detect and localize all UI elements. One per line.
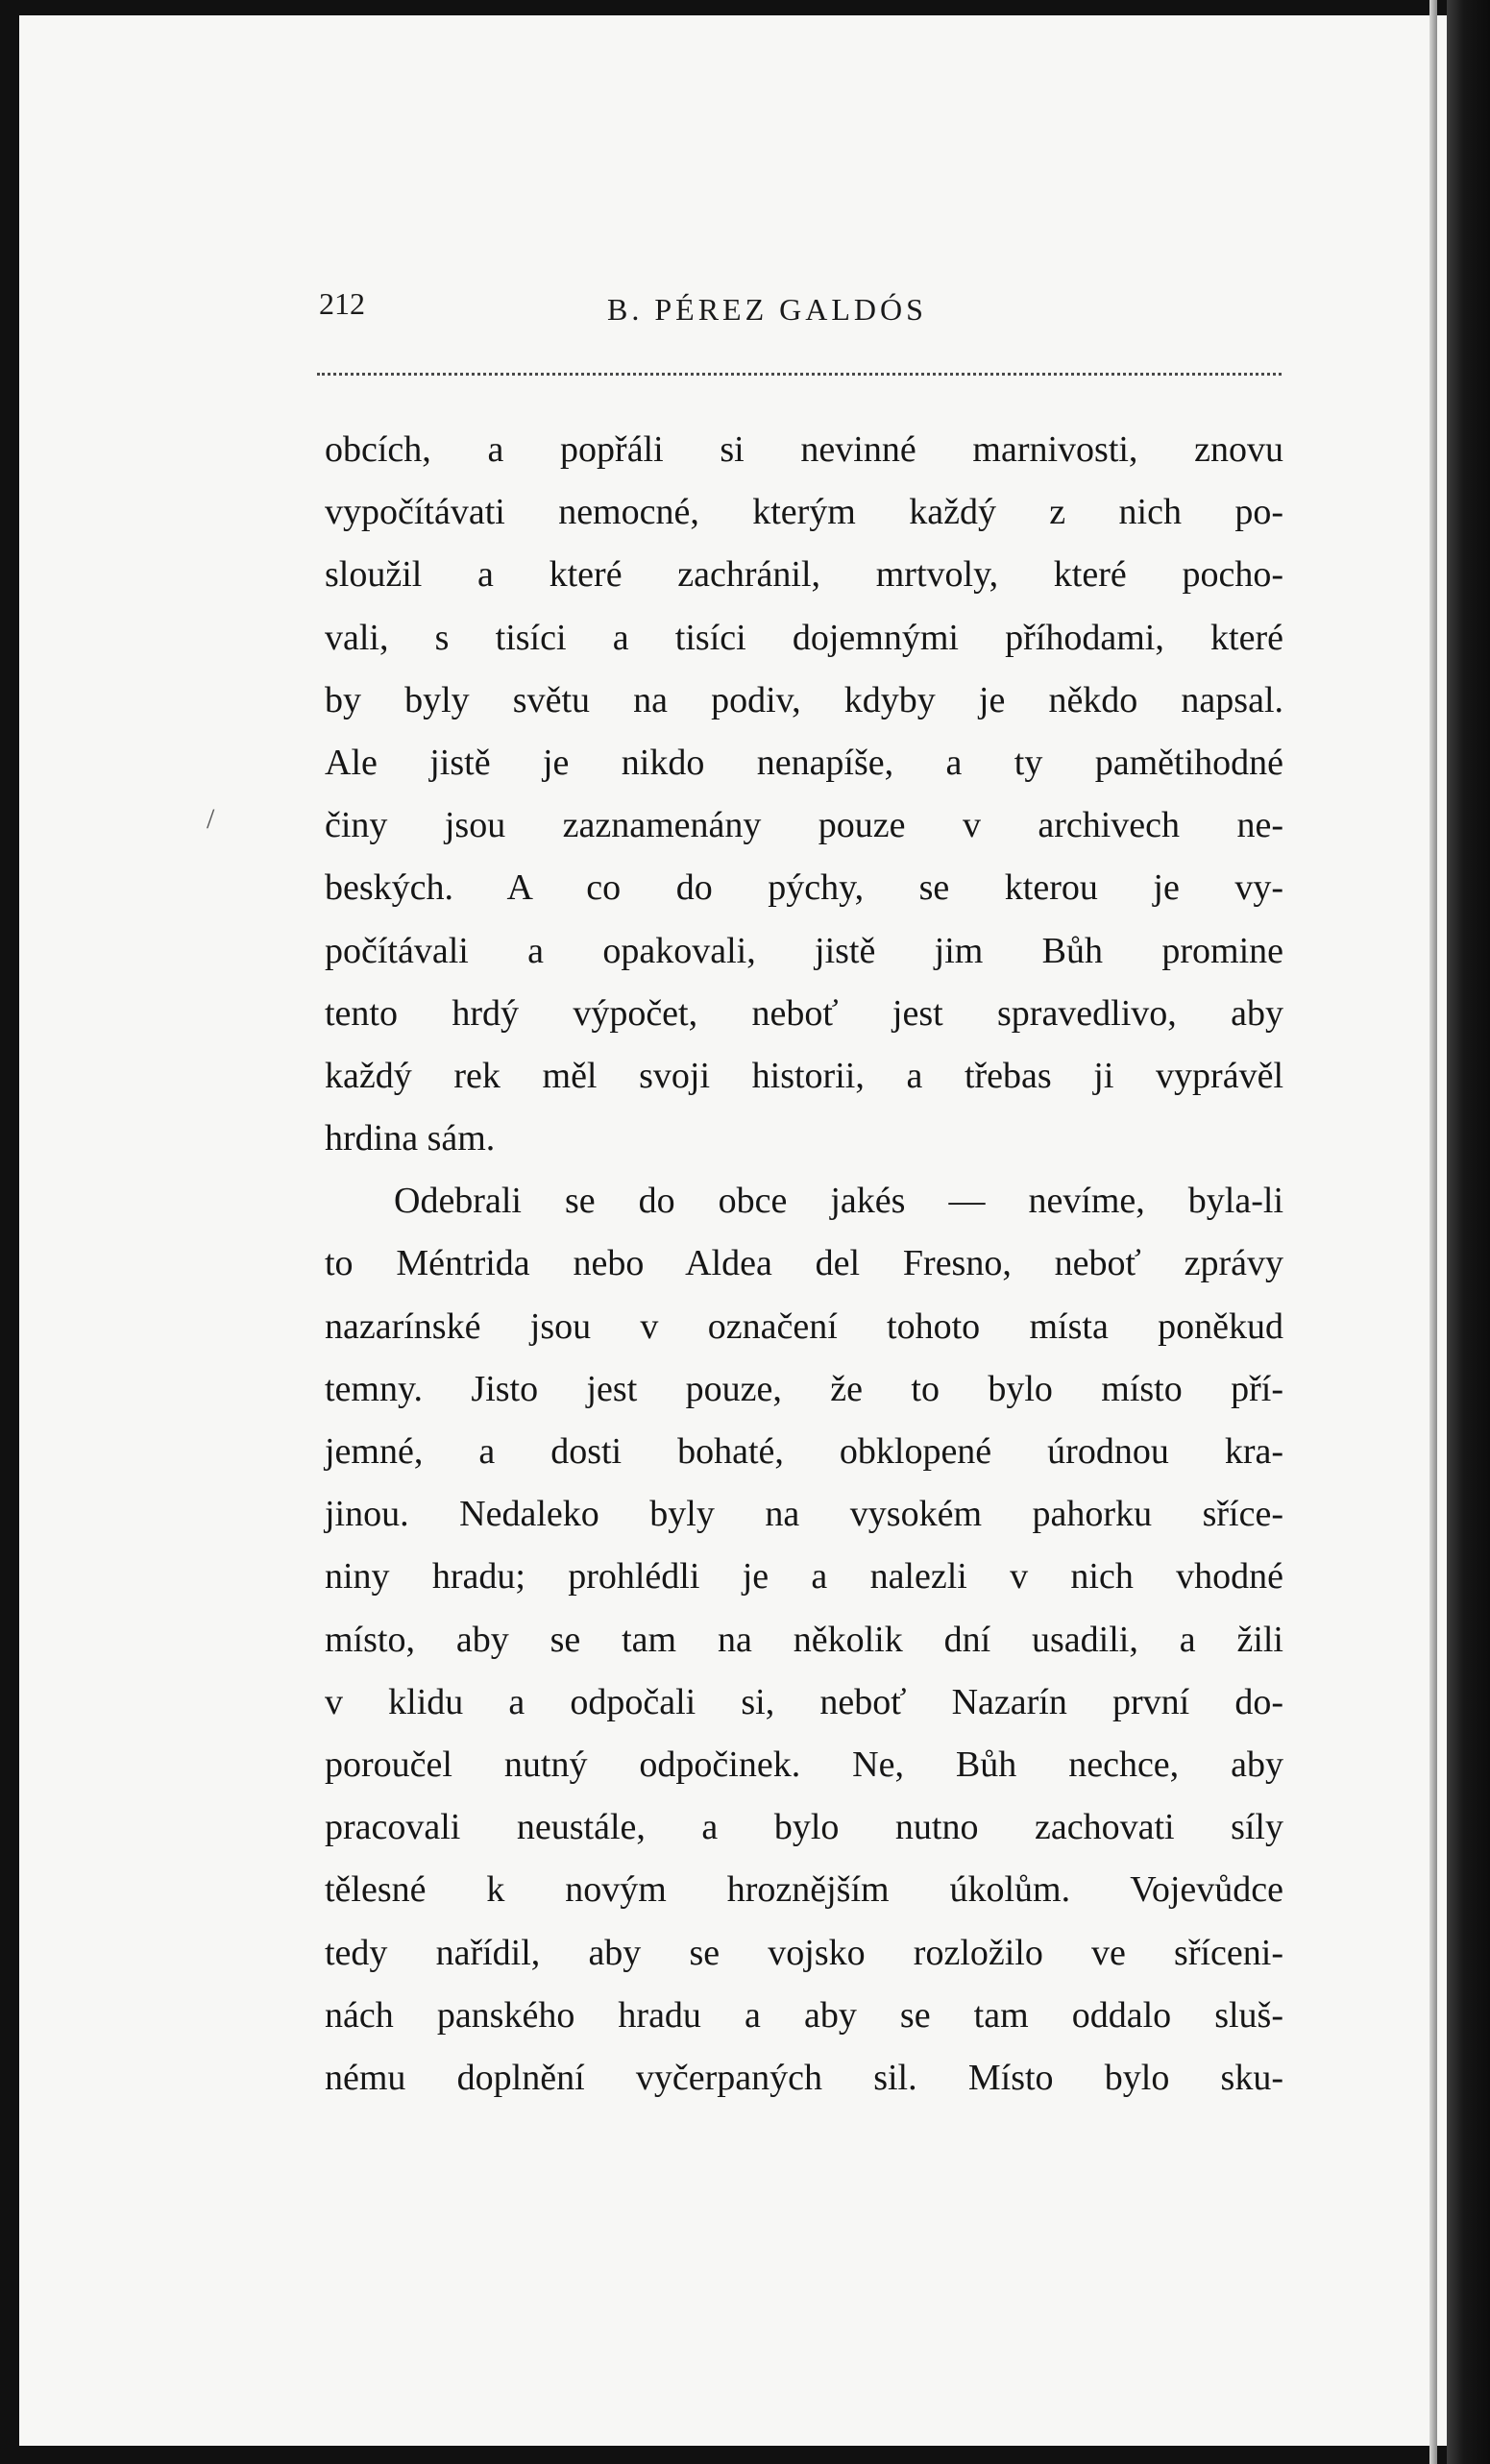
text-line: Odebrali se do obce jakés — nevíme, byla-li [394, 1181, 1283, 1222]
text-line: to Méntrida nebo Aldea del Fresno, neboť zprávy [325, 1243, 1283, 1284]
text-line: pracovali neustále, a bylo nutno zachovati síly [325, 1807, 1283, 1848]
text-line: obcích, a popřáli si nevinné marnivosti, znovu [325, 429, 1283, 470]
text-line: niny hradu; prohlédli je a nalezli v nich vhodné [325, 1556, 1283, 1598]
text-line: každý rek měl svoji historii, a třebas ji vyprávěl [325, 1055, 1283, 1096]
text-line: jemné, a dosti bohaté, obklopené úrodnou kra- [325, 1431, 1283, 1472]
text-line: vali, s tisíci a tisíci dojemnými příhodami, které [325, 617, 1283, 658]
header-rule [317, 373, 1282, 376]
paragraph-1 [325, 419, 1283, 1170]
page-edge [1429, 0, 1437, 2464]
page-header [19, 15, 1447, 400]
text-line: nách panského hradu a aby se tam oddalo sluš- [325, 1994, 1283, 2036]
text-line: poroučel nutný odpočinek. Ne, Bůh nechce, aby [325, 1744, 1283, 1785]
text-line: hrdina sám. [325, 1118, 496, 1159]
text-line: jinou. Nedaleko byly na vysokém pahorku sříce- [325, 1494, 1283, 1535]
text-line: by byly světu na podiv, kdyby je někdo napsal. [325, 679, 1283, 720]
text-line: Ale jistě je nikdo nenapíše, a ty pamětihodné [325, 742, 1283, 783]
book-page [19, 15, 1447, 2446]
text-line: temny. Jisto jest pouze, že to bylo místo pří- [325, 1368, 1283, 1409]
text-line: vypočítávati nemocné, kterým každý z nich po- [325, 492, 1283, 533]
text-line: činy jsou zaznamenány pouze v archivech ne- [325, 805, 1283, 846]
text-line: sloužil a které zachránil, mrtvoly, které pocho- [325, 554, 1283, 596]
text-line: nazarínské jsou v označení tohoto místa poněkud [325, 1305, 1283, 1347]
paragraph-2 [325, 1170, 1283, 2110]
text-line: počítávali a opakovali, jistě jim Bůh promine [325, 930, 1283, 971]
text-line: místo, aby se tam na několik dní usadili, a žili [325, 1619, 1283, 1660]
book-spine-shadow [1447, 0, 1490, 2464]
margin-mark: / [207, 803, 215, 835]
text-line: tělesné k novým hroznějším úkolům. Vojevůdce [325, 1869, 1283, 1911]
text-line: v klidu a odpočali si, neboť Nazarín první do- [325, 1681, 1283, 1722]
text-line: beských. A co do pýchy, se kterou je vy- [325, 867, 1283, 909]
body-text [325, 419, 1283, 2110]
text-line: tento hrdý výpočet, neboť jest spravedlivo, aby [325, 992, 1283, 1034]
running-head: B. PÉREZ GALDÓS [607, 292, 927, 327]
page-number: 212 [319, 286, 365, 321]
text-line: tedy nařídil, aby se vojsko rozložilo ve sříceni- [325, 1932, 1283, 1973]
text-line: nému doplnění vyčerpaných sil. Místo bylo sku- [325, 2057, 1283, 2098]
